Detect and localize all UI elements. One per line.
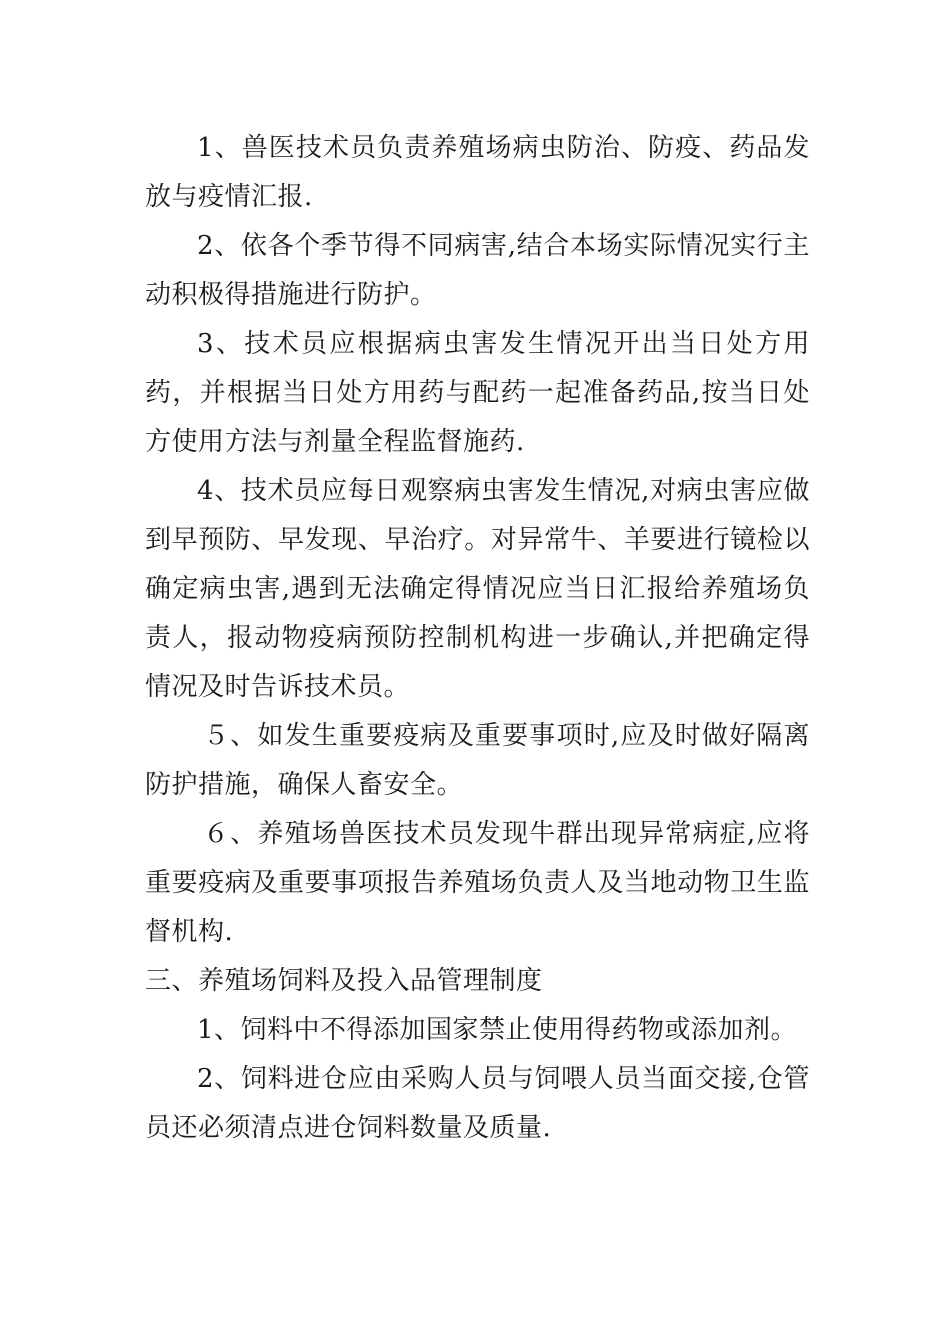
paragraph-item-5: ５、如发生重要疫病及重要事项时,应及时做好隔离防护措施，确保人畜安全。 <box>145 721 810 800</box>
paragraph-item-4: 4、技术员应每日观察病虫害发生情况,对病虫害应做到早预防、早发现、早治疗。对异常牛、羊要进行镜检以确定病虫害,遇到无法确定得情况应当日汇报给养殖场负责人，报动物疫病预防控制机构进一步确认,并把确定得情况及时告诉技术员。 <box>145 476 810 702</box>
paragraph-feed-2: 2、饲料进仓应由采购人员与饲喂人员当面交接,仓管员还必须清点进仓饲料数量及质量. <box>145 1064 810 1143</box>
document-body <box>145 124 810 1153</box>
paragraph-item-6: ６、养殖场兽医技术员发现牛群出现异常病症,应将重要疫病及重要事项报告养殖场负责人及当地动物卫生监督机构. <box>145 819 810 947</box>
paragraph-item-3: 3、技术员应根据病虫害发生情况开出当日处方用药，并根据当日处方用药与配药一起准备药品,按当日处方使用方法与剂量全程监督施药. <box>145 329 810 457</box>
paragraph-item-2: 2、依各个季节得不同病害,结合本场实际情况实行主动积极得措施进行防护。 <box>145 231 810 310</box>
paragraph-feed-1: 1、饲料中不得添加国家禁止使用得药物或添加剂。 <box>197 1015 798 1045</box>
paragraph-item-1: 1、兽医技术员负责养殖场病虫防治、防疫、药品发放与疫情汇报. <box>145 133 810 212</box>
section-heading: 三、养殖场饲料及投入品管理制度 <box>145 966 543 996</box>
